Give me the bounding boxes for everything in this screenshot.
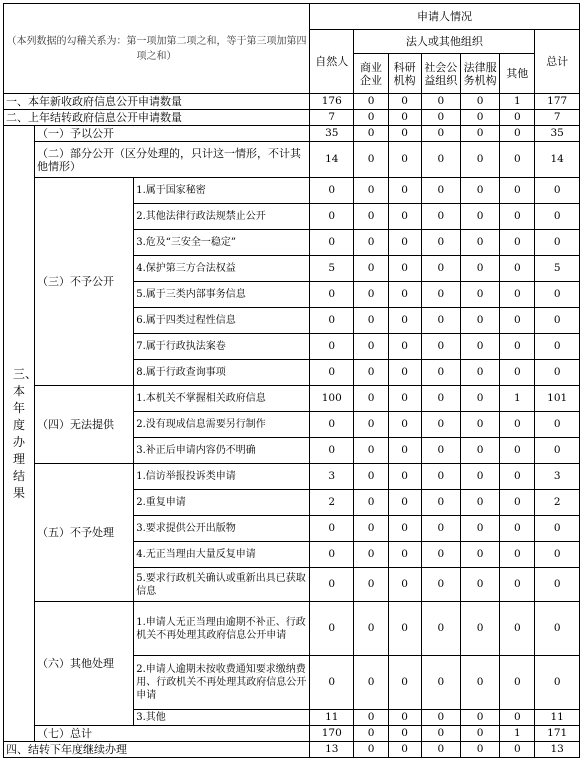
value-cell: 0 [500,360,535,386]
value-cell: 0 [310,178,354,204]
value-cell: 0 [535,438,580,464]
value-cell: 0 [354,742,388,758]
value-cell: 0 [535,542,580,568]
value-cell: 0 [354,308,388,334]
value-cell: 0 [500,542,535,568]
value-cell: 0 [535,412,580,438]
value-cell: 0 [388,438,421,464]
value-cell: 7 [310,110,354,126]
value-cell: 0 [460,516,499,542]
value-cell: 0 [388,282,421,308]
header-social: 社会公益组织 [421,54,460,94]
value-cell: 0 [460,464,499,490]
value-cell: 2 [310,490,354,516]
value-cell: 0 [500,178,535,204]
value-cell: 0 [535,230,580,256]
value-cell: 0 [460,542,499,568]
value-cell: 0 [388,568,421,602]
item-label: 2.重复申请 [134,490,310,516]
value-cell: 0 [500,204,535,230]
value-cell: 0 [535,602,580,656]
header-natural-person: 自然人 [310,30,354,94]
value-cell: 1 [500,726,535,742]
value-cell: 0 [500,256,535,282]
value-cell: 0 [535,516,580,542]
value-cell: 171 [535,726,580,742]
value-cell: 7 [535,110,580,126]
value-cell: 0 [460,126,499,142]
value-cell: 0 [460,710,499,726]
value-cell: 0 [500,602,535,656]
value-cell: 0 [310,438,354,464]
value-cell: 0 [388,178,421,204]
header-total: 总计 [535,30,580,94]
item-label: 1.信访举报投诉类申请 [134,464,310,490]
table-row [4,178,580,204]
value-cell: 0 [500,464,535,490]
value-cell: 0 [388,412,421,438]
value-cell: 0 [354,568,388,602]
item-label: 8.属于行政查询事项 [134,360,310,386]
value-cell: 0 [388,360,421,386]
value-cell: 0 [460,742,499,758]
value-cell: 0 [460,656,499,710]
value-cell: 0 [421,464,460,490]
value-cell: 35 [535,126,580,142]
value-cell: 0 [310,568,354,602]
value-cell: 0 [388,334,421,360]
value-cell: 0 [421,230,460,256]
value-cell: 0 [500,568,535,602]
value-cell: 0 [354,438,388,464]
value-cell: 0 [460,334,499,360]
value-cell: 0 [535,204,580,230]
value-cell: 0 [354,542,388,568]
value-cell: 0 [354,256,388,282]
value-cell: 0 [421,490,460,516]
item-label: 1.属于国家秘密 [134,178,310,204]
value-cell: 0 [500,516,535,542]
value-cell: 101 [535,386,580,412]
value-cell: 0 [354,204,388,230]
value-cell: 11 [535,710,580,726]
header-applicant-situation: 申请人情况 [310,4,580,30]
value-cell: 0 [310,516,354,542]
value-cell: 0 [460,282,499,308]
value-cell: 0 [500,308,535,334]
value-cell: 0 [388,742,421,758]
header-legal-group: 法人或其他组织 [354,30,535,54]
value-cell: 0 [310,334,354,360]
value-cell: 0 [354,516,388,542]
value-cell: 0 [388,204,421,230]
row-label: 一、本年新收政府信息公开申请数量 [4,94,310,110]
value-cell: 0 [421,308,460,334]
value-cell: 0 [354,602,388,656]
value-cell: 0 [354,126,388,142]
value-cell: 0 [460,412,499,438]
item-label: 6.属于四类过程性信息 [134,308,310,334]
value-cell: 14 [310,142,354,178]
value-cell: 0 [310,204,354,230]
item-label: 3.其他 [134,710,310,726]
value-cell: 0 [354,386,388,412]
value-cell: 0 [421,204,460,230]
value-cell: 0 [310,602,354,656]
value-cell: 0 [460,726,499,742]
value-cell: 0 [500,334,535,360]
value-cell: 0 [460,602,499,656]
table-row [4,142,580,178]
value-cell: 0 [354,490,388,516]
value-cell: 0 [421,542,460,568]
value-cell: 2 [535,490,580,516]
value-cell: 13 [310,742,354,758]
value-cell: 0 [421,282,460,308]
value-cell: 0 [354,360,388,386]
section3-label [4,126,38,742]
value-cell: 0 [388,230,421,256]
item-label: 3.要求提供公开出版物 [134,516,310,542]
item-label: 4.无正当理由大量反复申请 [134,542,310,568]
value-cell: 0 [388,602,421,656]
header-commercial: 商业企业 [354,54,388,94]
group-label: （七）总计 [35,726,310,742]
item-label: 1.申请人无正当理由逾期不补正、行政机关不再处理其政府信息公开申请 [134,602,310,656]
value-cell: 0 [421,516,460,542]
value-cell: 0 [460,490,499,516]
value-cell: 0 [354,142,388,178]
value-cell: 0 [421,110,460,126]
value-cell: 0 [388,516,421,542]
value-cell: 0 [460,94,499,110]
value-cell: 170 [310,726,354,742]
table-row [4,742,580,758]
value-cell: 0 [388,726,421,742]
value-cell: 0 [460,110,499,126]
value-cell: 0 [354,464,388,490]
value-cell: 0 [421,710,460,726]
value-cell: 0 [500,126,535,142]
value-cell: 0 [421,568,460,602]
row-label: 二、上年结转政府信息公开申请数量 [4,110,310,126]
group-label: （四）无法提供 [35,386,134,464]
value-cell: 0 [535,282,580,308]
value-cell: 0 [388,256,421,282]
group-label: （一）予以公开 [35,126,310,142]
value-cell: 0 [535,568,580,602]
table-row [4,602,580,656]
item-label: 1.本机关不掌握相关政府信息 [134,386,310,412]
value-cell: 0 [460,308,499,334]
value-cell: 0 [421,386,460,412]
value-cell: 14 [535,142,580,178]
header-note: （本列数据的勾稽关系为：第一项加第二项之和，等于第三项加第四项之和） [4,4,310,94]
value-cell: 0 [500,110,535,126]
value-cell: 0 [310,282,354,308]
value-cell: 0 [421,142,460,178]
value-cell: 0 [388,94,421,110]
value-cell: 0 [421,742,460,758]
value-cell: 0 [421,726,460,742]
value-cell: 0 [354,110,388,126]
item-label: 2.没有现成信息需要另行制作 [134,412,310,438]
header-research: 科研机构 [388,54,421,94]
value-cell: 3 [535,464,580,490]
value-cell: 0 [388,386,421,412]
value-cell: 0 [535,656,580,710]
value-cell: 0 [354,726,388,742]
table-row [4,464,580,490]
value-cell: 1 [500,386,535,412]
value-cell: 0 [460,256,499,282]
item-label: 3.补正后申请内容仍不明确 [134,438,310,464]
value-cell: 35 [310,126,354,142]
value-cell: 0 [388,464,421,490]
value-cell: 0 [535,334,580,360]
item-label: 2.申请人逾期未按收费通知要求缴纳费用、行政机关不再处理其政府信息公开申请 [134,656,310,710]
value-cell: 0 [388,142,421,178]
value-cell: 0 [460,438,499,464]
value-cell: 5 [310,256,354,282]
gov-info-disclosure-table [3,3,580,758]
value-cell: 1 [500,94,535,110]
value-cell: 0 [421,126,460,142]
header-other: 其他 [500,54,535,94]
value-cell: 0 [354,94,388,110]
value-cell: 0 [460,178,499,204]
value-cell: 0 [460,386,499,412]
value-cell: 0 [354,656,388,710]
value-cell: 0 [310,308,354,334]
table-row [4,110,580,126]
table-row [4,94,580,110]
value-cell: 0 [500,282,535,308]
value-cell: 0 [460,230,499,256]
value-cell: 0 [388,308,421,334]
value-cell: 0 [500,438,535,464]
value-cell: 0 [388,542,421,568]
value-cell: 0 [460,568,499,602]
value-cell: 0 [421,360,460,386]
value-cell: 0 [460,204,499,230]
value-cell: 100 [310,386,354,412]
value-cell: 13 [535,742,580,758]
item-label: 3.危及“三安全一稳定” [134,230,310,256]
value-cell: 0 [421,656,460,710]
value-cell: 0 [354,334,388,360]
value-cell: 0 [535,360,580,386]
item-label: 5.要求行政机关确认或重新出具已获取信息 [134,568,310,602]
value-cell: 0 [354,412,388,438]
value-cell: 0 [535,308,580,334]
value-cell: 177 [535,94,580,110]
value-cell: 0 [388,656,421,710]
value-cell: 0 [388,126,421,142]
value-cell: 0 [421,412,460,438]
item-label: 2.其他法律行政法规禁止公开 [134,204,310,230]
group-label: （六）其他处理 [35,602,134,726]
table-row [4,386,580,412]
item-label: 4.保护第三方合法权益 [134,256,310,282]
value-cell: 176 [310,94,354,110]
value-cell: 0 [354,710,388,726]
value-cell: 0 [310,656,354,710]
group-label: （二）部分公开（区分处理的，只计这一情形，不计其他情形） [35,142,310,178]
table-row [4,726,580,742]
value-cell: 5 [535,256,580,282]
value-cell: 11 [310,710,354,726]
value-cell: 0 [500,656,535,710]
value-cell: 0 [354,178,388,204]
group-label: （三）不予公开 [35,178,134,386]
header-legal-service: 法律服务机构 [460,54,499,94]
value-cell: 0 [421,438,460,464]
value-cell: 3 [310,464,354,490]
value-cell: 0 [310,360,354,386]
value-cell: 0 [388,110,421,126]
value-cell: 0 [421,256,460,282]
value-cell: 0 [421,178,460,204]
value-cell: 0 [460,360,499,386]
group-label: （五）不予处理 [35,464,134,602]
section3-label-text: 三、本年度办理结果 [13,366,38,500]
value-cell: 0 [310,542,354,568]
value-cell: 0 [500,742,535,758]
value-cell: 0 [500,230,535,256]
value-cell: 0 [500,142,535,178]
item-label: 5.属于三类内部事务信息 [134,282,310,308]
value-cell: 0 [354,282,388,308]
value-cell: 0 [500,490,535,516]
value-cell: 0 [354,230,388,256]
value-cell: 0 [535,178,580,204]
value-cell: 0 [421,602,460,656]
value-cell: 0 [500,710,535,726]
value-cell: 0 [388,490,421,516]
row-label: 四、结转下年度继续办理 [4,742,310,758]
value-cell: 0 [388,710,421,726]
value-cell: 0 [310,412,354,438]
value-cell: 0 [310,230,354,256]
value-cell: 0 [421,94,460,110]
item-label: 7.属于行政执法案卷 [134,334,310,360]
table-row [4,126,580,142]
value-cell: 0 [500,412,535,438]
value-cell: 0 [421,334,460,360]
value-cell: 0 [460,142,499,178]
